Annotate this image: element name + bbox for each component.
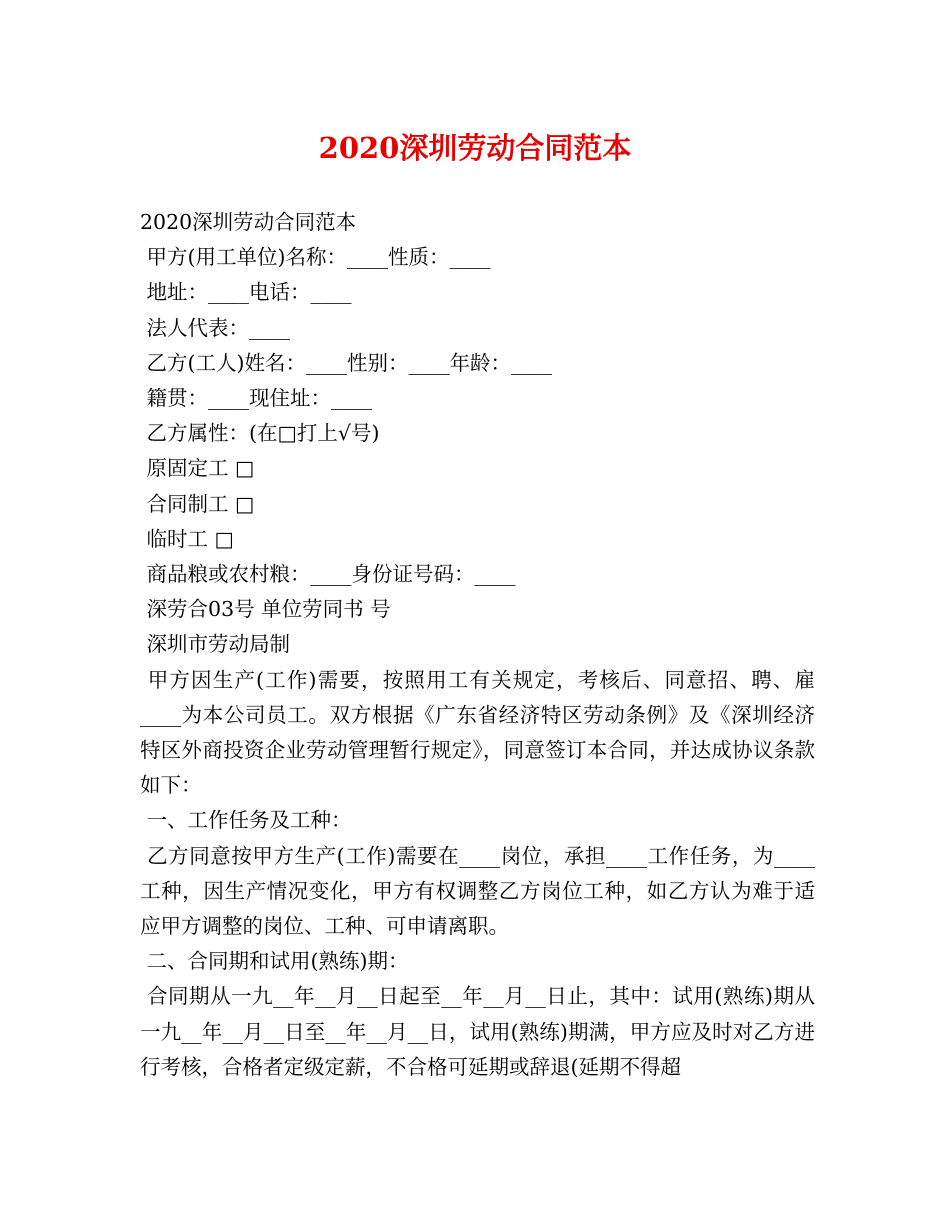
party-b-origin-line: 籍贯：____现住址：____ (140, 386, 373, 411)
party-b-type-line: 乙方属性：(在□打上√号) (140, 421, 380, 446)
issuer-line: 深圳市劳动局制 (140, 632, 291, 657)
preamble-paragraph: 甲方因生产(工作)需要，按照用工有关规定，考核后、同意招、聘、雇____为本公司员工。双方根据《广东省经济特区劳动条例》及《深圳经济特区外商投资企业劳动管理暂行规定》，同意签订本合同，并达成协议条款如下： (140, 667, 815, 798)
section-1-paragraph: 乙方同意按甲方生产(工作)需要在____岗位，承担____工作任务，为____工种，因生产情况变化，甲方有权调整乙方岗位工种，如乙方认为难于适应甲方调整的岗位、工种、可申请离职。 (140, 843, 815, 939)
section-2-paragraph: 合同期从一九__年__月__日起至__年__月__日止，其中：试用(熟练)期从一九__年__月__日至__年__月__日，试用(熟练)期满，甲方应及时对乙方进行考核，合格者定级定薪，不合格可延期或辞退(延期不得超 (140, 984, 815, 1079)
legal-representative-line: 法人代表：____ (140, 315, 291, 340)
section-1-heading: 一、工作任务及工种： (140, 808, 352, 833)
header-line: 2020深圳劳动合同范本 (140, 210, 357, 234)
option-contract-worker: 合同制工 □ (140, 491, 255, 516)
party-a-address-line: 地址：____电话：____ (140, 280, 352, 305)
option-permanent-worker: 原固定工 □ (140, 456, 255, 481)
document-title: 2020深圳劳动合同范本 (318, 131, 632, 165)
section-2-heading: 二、合同期和试用(熟练)期： (140, 949, 409, 974)
grain-id-line: 商品粮或农村粮：____身份证号码：____ (140, 562, 516, 587)
contract-number-line: 深劳合03号 单位劳同书 号 (140, 597, 391, 622)
document-body (140, 205, 815, 1085)
party-b-name-line: 乙方(工人)姓名：____性别：____年龄：____ (140, 350, 553, 375)
party-a-name-line: 甲方(用工单位)名称：____性质：____ (140, 245, 491, 270)
option-temporary-worker: 临时工 □ (140, 526, 234, 551)
